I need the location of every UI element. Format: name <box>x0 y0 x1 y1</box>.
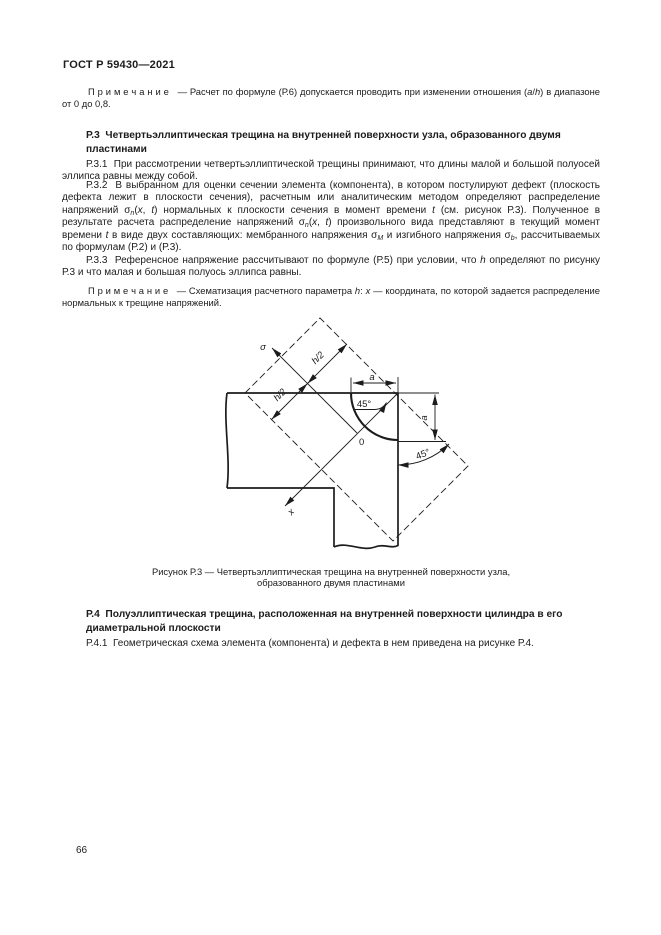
paragraph-r3-2: Р.3.2 В выбранном для оценки сечении элемента (компонента), в котором постулируют дефект (плоскость дефекта лежит в плоскости сечения), расчетным или аналитическим методом определяют распределение напряжений $\sigma_n(x$, t) нормальных к плоскости сечения в момент времени t (см. рисунок Р.3). Полученное в результате расчета распределение напряжений $\sigma_n(x$, t) произвольного вида представляют в текущий момент времени t в виде двух составляющих: мембранного напряжения $\sigma_M$ и изгибного напряжения $\sigma_b$, рассчитываемых по формулам (Р.2) и (Р.3). <box>62 180 601 254</box>
sigma-axis-label: σ <box>260 342 266 353</box>
page-number: 66 <box>76 845 88 856</box>
note-formula-r6: П р и м е ч а н и е — Расчет по формуле (Р.6) допускается проводить при изменении отношения (a/h) в диапазоне от 0 до 0,8. <box>62 86 600 109</box>
page-header-standard-number: ГОСТ Р 59430—2021 <box>63 59 175 71</box>
section-heading-r4: Р.4 Полуэллиптическая трещина, расположенная на внутренней поверхности цилиндра в его диаметральной плоскости <box>86 609 563 635</box>
plate-left-wavy-edge <box>226 393 228 488</box>
dim-a-right-label: a <box>419 415 430 421</box>
plate-bottom-wavy-edge <box>334 545 398 548</box>
origin-label: 0 <box>359 437 365 448</box>
paragraph-r3-1: Р.3.1 При рассмотрении четвертьэллиптической трещины принимают, что длины малой и большой полуосей эллипса равны между собой. <box>62 158 600 182</box>
plate-bottom-step-outline <box>227 488 334 547</box>
section-heading-r3: Р.3 Четвертьэллиптическая трещина на внутренней поверхности узла, образованного двумя пластинами <box>86 130 561 156</box>
paragraph-r3-3: Р.3.3 Референсное напряжение рассчитывают по формуле (Р.5) при условии, что h определяют по рисунку Р.3 и что малая и большая полуось эллипса равны. <box>62 254 600 278</box>
angle-crack-label: 45° <box>356 399 372 410</box>
dim-h2-upper-label: h/2 <box>309 349 327 367</box>
figure-r3-caption <box>62 566 600 590</box>
dim-h2-lower-label: h/2 <box>271 386 289 404</box>
figure-r3-caption-line1: Рисунок Р.3 — Четвертьэллиптическая трещина на внутренней поверхности узла, <box>151 565 511 577</box>
dim-a-top-label: a <box>369 372 375 383</box>
figure-r3-diagram <box>215 310 483 558</box>
angle-plate-label: 45° <box>414 446 432 463</box>
figure-r3-caption-line2: образованного двумя пластинами <box>256 577 405 589</box>
x-axis-label: x <box>285 506 297 518</box>
plate-corner-outline <box>227 393 398 546</box>
note-schematization: П р и м е ч а н и е — Схематизация расчетного параметра h: x — координата, по которой задается распределение нормальных к трещине напряжений. <box>62 285 600 308</box>
paragraph-r4-1: Р.4.1 Геометрическая схема элемента (компонента) и дефекта в нем приведена на рисунке Р.4. <box>86 637 534 649</box>
